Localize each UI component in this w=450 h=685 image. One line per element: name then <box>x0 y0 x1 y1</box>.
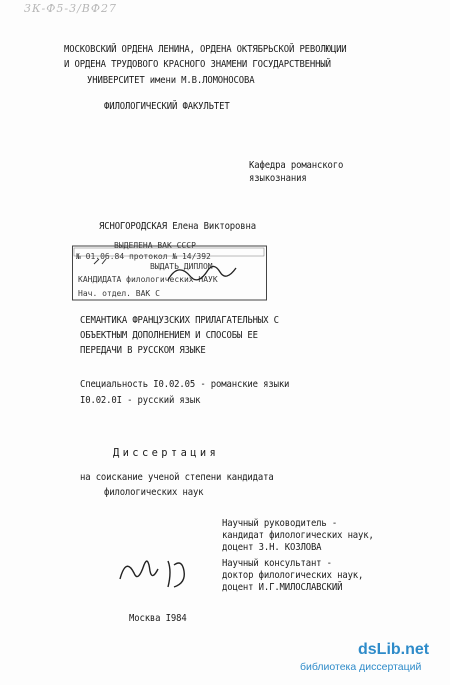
handwritten-signatures <box>116 553 216 593</box>
consultant-line-2: доктор филологических наук, <box>222 570 364 581</box>
document-type: Диссертация <box>113 447 220 459</box>
vak-approval-stamp <box>72 238 268 306</box>
header-scrawl: 3К-Ф5-3/ВФ27 <box>24 2 117 15</box>
institution-line-1: МОСКОВСКИЙ ОРДЕНА ЛЕНИНА, ОРДЕНА ОКТЯБРЬСКОЙ РЕВОЛЮЦИИ <box>64 44 347 55</box>
stamp-line-5: Нач. отдел. ВАК С <box>78 289 160 298</box>
dslib-logo: dsLib.net <box>358 641 430 658</box>
dslib-tagline: библиотека диссертаций <box>300 661 422 673</box>
supervisor-line-1: Научный руководитель - <box>222 518 338 529</box>
stamp-line-4: КАНДИДАТА филологических НАУК <box>78 275 218 284</box>
title-line-1: СЕМАНТИКА ФРАНЦУЗСКИХ ПРИЛАГАТЕЛЬНЫХ С <box>80 315 279 326</box>
author-name: ЯСНОГОРОДСКАЯ Елена Викторовна <box>99 221 256 232</box>
department-line-2: языкознания <box>249 173 307 184</box>
institution-line-2: И ОРДЕНА ТРУДОВОГО КРАСНОГО ЗНАМЕНИ ГОСУДАРСТВЕННЫЙ <box>64 59 331 70</box>
stamp-line-3: ВЫДАТЬ ДИПЛОМ <box>150 262 213 271</box>
specialty-line-2: I0.02.0I - русский язык <box>80 395 201 406</box>
supervisor-line-2: кандидат филологических наук, <box>222 530 374 541</box>
stamp-line-2: № 01.06.84 протокол № 14/392 <box>76 252 211 261</box>
stamp-line-1: ВЫДЕЛЕНА ВАК СССР <box>114 241 196 250</box>
title-line-2: ОБЪЕКТНЫМ ДОПОЛНЕНИЕМ И СПОСОБЫ ЕЕ <box>80 330 258 341</box>
degree-line-1: на соискание ученой степени кандидата <box>80 472 274 483</box>
faculty-name: ФИЛОЛОГИЧЕСКИЙ ФАКУЛЬТЕТ <box>104 101 230 112</box>
institution-line-3: УНИВЕРСИТЕТ имени М.В.ЛОМОНОСОВА <box>87 75 255 86</box>
degree-line-2: филологических наук <box>104 487 204 498</box>
consultant-line-3: доцент И.Г.МИЛОСЛАВСКИЙ <box>222 582 343 593</box>
consultant-line-1: Научный консультант - <box>222 558 332 569</box>
place-and-year: Москва I984 <box>129 613 187 624</box>
title-line-3: ПЕРЕДАЧИ В РУССКОМ ЯЗЫКЕ <box>80 345 206 356</box>
specialty-line-1: Специальность I0.02.05 - романские языки <box>80 379 290 390</box>
supervisor-line-3: доцент З.Н. КОЗЛОВА <box>222 542 322 553</box>
department-line-1: Кафедра романского <box>249 160 344 171</box>
